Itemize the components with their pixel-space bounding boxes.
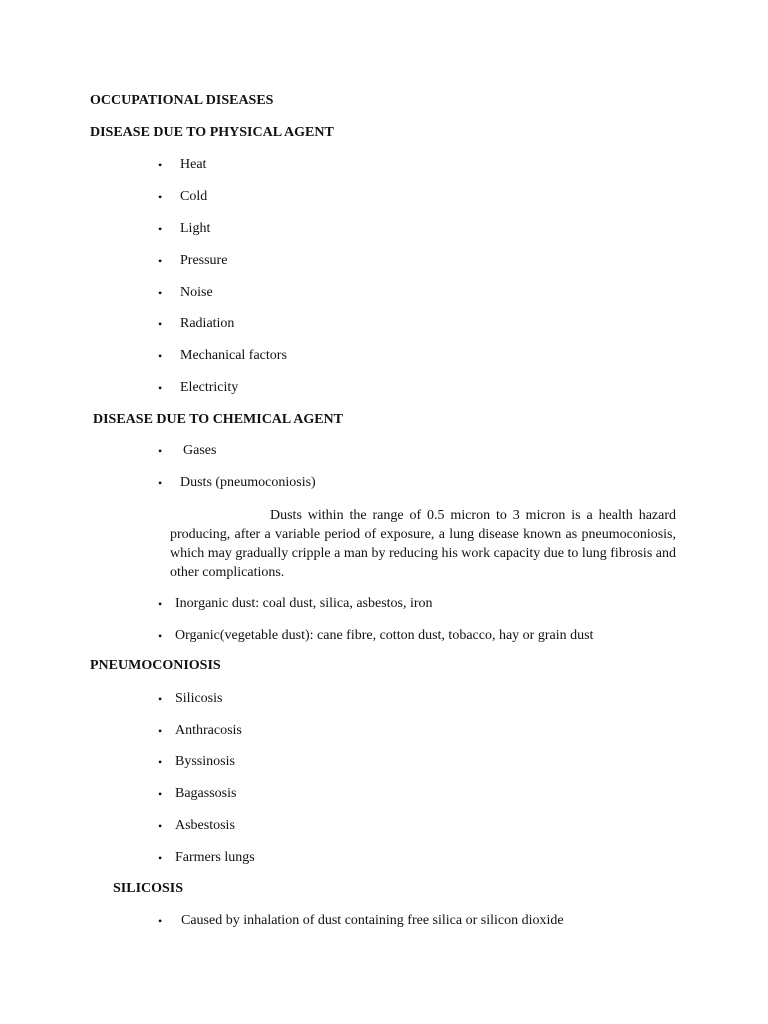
bullet-icon: • bbox=[158, 819, 163, 833]
bullet-icon: • bbox=[158, 254, 163, 268]
bullet-icon: • bbox=[158, 851, 163, 865]
bullet-icon: • bbox=[158, 629, 163, 643]
bullet-icon: • bbox=[158, 222, 163, 236]
bullet-icon: • bbox=[158, 444, 163, 458]
bullet-icon: • bbox=[158, 755, 163, 769]
bullet-icon: • bbox=[158, 190, 163, 204]
bullet-icon: • bbox=[158, 476, 163, 490]
bullet-icon: • bbox=[158, 724, 163, 738]
bullet-icon: • bbox=[158, 317, 163, 331]
page-title: OCCUPATIONAL DISEASES bbox=[90, 93, 274, 108]
section-heading-silicosis: SILICOSIS bbox=[113, 881, 184, 896]
section-heading-physical: DISEASE DUE TO PHYSICAL AGENT bbox=[90, 125, 334, 140]
bullet-icon: • bbox=[158, 914, 163, 928]
bullet-icon: • bbox=[158, 787, 163, 801]
bullet-icon: • bbox=[158, 597, 163, 611]
bullet-icon: • bbox=[158, 349, 163, 363]
section-heading-chemical: DISEASE DUE TO CHEMICAL AGENT bbox=[93, 412, 343, 427]
bullet-icon: • bbox=[158, 692, 163, 706]
bullet-icon: • bbox=[158, 381, 163, 395]
dust-paragraph: Dusts within the range of 0.5 micron to 3 micron is a health hazard producing, after a variable period of exposure, a lung disease known as pneumoconiosis, which may gradually cripple a man by reducing his work capacity due to lung fibrosis and other complications. bbox=[170, 508, 676, 580]
bullet-icon: • bbox=[158, 158, 163, 172]
bullet-icon: • bbox=[158, 286, 163, 300]
section-heading-pneumoconiosis: PNEUMOCONIOSIS bbox=[90, 658, 221, 673]
